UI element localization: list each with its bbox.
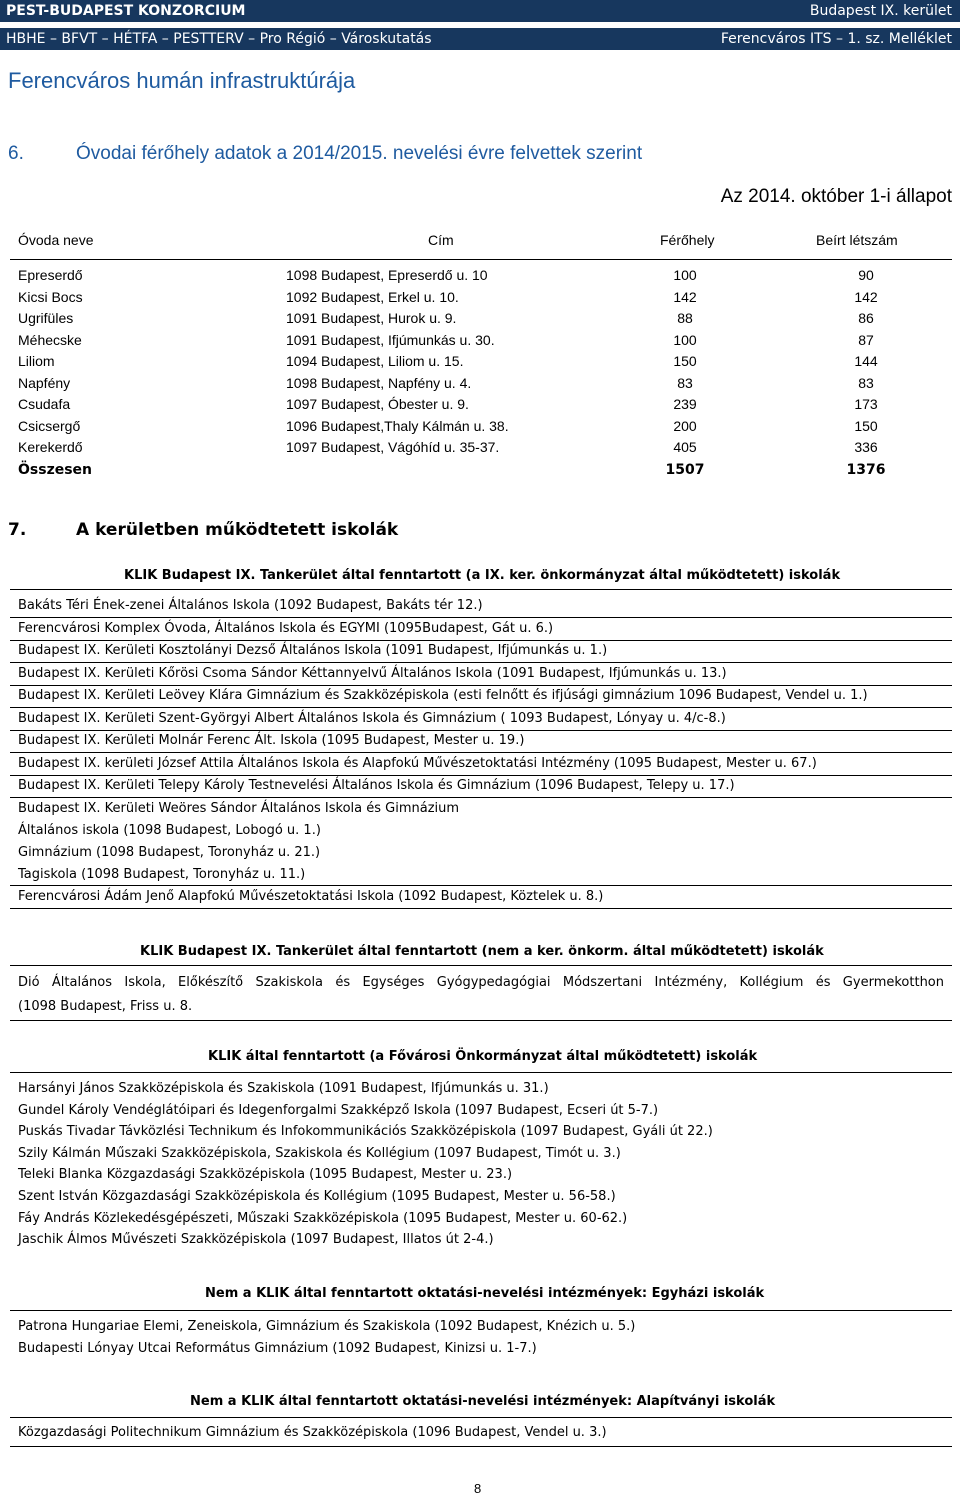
- list-divider: [10, 885, 952, 886]
- list-divider: [10, 752, 952, 753]
- col-header-name: Óvoda neve: [18, 232, 94, 248]
- school-item: Budapest IX. Kerületi Weöres Sándor Általános Iskola és Gimnázium: [18, 801, 460, 816]
- kindergarten-enrolled: 150: [854, 417, 878, 434]
- table-row: [18, 265, 948, 285]
- kindergarten-enrolled: 83: [858, 374, 874, 391]
- header-annex: Ferencváros ITS – 1. sz. Melléklet: [720, 31, 952, 47]
- header-bar-top: [0, 0, 960, 22]
- table-row: [18, 394, 948, 414]
- group2-line2: (1098 Budapest, Friss u. 8.: [18, 999, 193, 1014]
- school-item: Teleki Blanka Közgazdasági Szakközépiskola (1095 Budapest, Mester u. 23.): [18, 1167, 513, 1183]
- group5-title: Nem a KLIK által fenntartott oktatási-nevelési intézmények: Alapítványi iskolák: [190, 1394, 776, 1409]
- section7-title: A kerületben működtetett iskolák: [76, 520, 399, 540]
- section7-number: 7.: [8, 520, 27, 540]
- school-item: Budapest IX. Kerületi Leövey Klára Gimnázium és Szakközépiskola (esti felnőtt és ifjúsági gimnázium 1096 Budapest, Vendel u. 1.): [18, 688, 868, 703]
- school-subitem: Általános iskola (1098 Budapest, Lobogó u. 1.): [18, 823, 321, 838]
- kindergarten-enrolled: 87: [858, 331, 874, 348]
- kindergarten-name: Csudafa: [18, 396, 71, 412]
- school-item: Harsányi János Szakközépiskola és Szakiskola (1091 Budapest, Ifjúmunkás u. 31.): [18, 1081, 549, 1096]
- kindergarten-name: Napfény: [18, 374, 71, 391]
- school-item: Fáy András Közlekedésgépészeti, Műszaki Szakközépiskola (1095 Budapest, Mester u. 60-62.): [18, 1210, 628, 1226]
- table-header-row: [18, 230, 948, 250]
- header-org: PEST-BUDAPEST KONZORCIUM: [6, 3, 246, 19]
- group2-end-divider: [10, 1020, 952, 1021]
- school-item: Puskás Tivadar Távközlési Technikum és Infokommunikációs Szakközépiskola (1097 Budapest, Gyáli út 22.): [18, 1124, 713, 1140]
- school-item: Budapest IX. kerületi József Attila Általános Iskola és Alapfokú Művészetoktatási Intézmény (1095 Budapest, Mester u. 67.): [18, 755, 817, 771]
- list-divider: [10, 640, 952, 641]
- header-bar-bottom: [0, 28, 960, 50]
- school-item: Budapest IX. Kerületi Kosztolányi Dezső Általános Iskola (1091 Budapest, Ifjúmunkás u. 1.): [18, 643, 608, 658]
- kindergarten-name: Kerekerdő: [18, 439, 83, 455]
- table-row: [18, 416, 948, 436]
- kindergarten-capacity: 405: [673, 439, 697, 455]
- kindergarten-address: 1091 Budapest, Ifjúmunkás u. 30.: [286, 331, 495, 348]
- school-item: Közgazdasági Politechnikum Gimnázium és Szakközépiskola (1096 Budapest, Vendel u. 3.): [18, 1425, 607, 1440]
- total-capacity: 1507: [665, 462, 705, 478]
- list-divider: [10, 775, 952, 776]
- kindergarten-enrolled: 144: [854, 353, 878, 369]
- header-district: Budapest IX. kerület: [809, 3, 952, 19]
- col-header-capacity: Férőhely: [660, 232, 715, 248]
- kindergarten-address: 1098 Budapest, Epreserdő u. 10: [286, 267, 488, 283]
- group1-end-divider: [10, 908, 952, 909]
- kindergarten-enrolled: 142: [854, 288, 878, 305]
- state-date: Az 2014. október 1-i állapot: [720, 186, 952, 207]
- table-row: [18, 287, 948, 307]
- group2-title: KLIK Budapest IX. Tankerület által fenntartott (nem a ker. önkorm. által működtetett) iskolák: [140, 944, 824, 959]
- doc-title: Ferencváros humán infrastruktúrája: [8, 68, 356, 93]
- kindergarten-enrolled: 173: [854, 396, 878, 412]
- kindergarten-address: 1092 Budapest, Erkel u. 10.: [286, 288, 459, 305]
- kindergarten-capacity: 83: [677, 374, 693, 391]
- header-partners: HBHE – BFVT – HÉTFA – PESTTERV – Pro Régió – Városkutatás: [6, 31, 432, 47]
- school-item: Patrona Hungariae Elemi, Zeneiskola, Gimnázium és Szakiskola (1092 Budapest, Knézich u. 5.): [18, 1319, 636, 1334]
- school-item: Gundel Károly Vendéglátóipari és Idegenforgalmi Szakképző Iskola (1097 Budapest, Ecseri út 5-7.): [18, 1102, 659, 1118]
- col-header-address: Cím: [428, 232, 454, 248]
- group5-divider: [10, 1417, 952, 1418]
- list-divider: [10, 662, 952, 663]
- kindergarten-address: 1098 Budapest, Napfény u. 4.: [286, 374, 472, 391]
- kindergarten-enrolled: 86: [858, 310, 874, 326]
- school-item: Budapest IX. Kerületi Telepy Károly Testnevelési Általános Iskola és Gimnázium (1096 Budapest, Telepy u. 17.): [18, 778, 735, 793]
- kindergarten-capacity: 88: [677, 310, 693, 326]
- school-item: Jaschik Álmos Művészeti Szakközépiskola (1097 Budapest, Illatos út 2-4.): [18, 1232, 494, 1248]
- table-row: [18, 437, 948, 457]
- school-item: Bakáts Téri Ének-zenei Általános Iskola (1092 Budapest, Bakáts tér 12.): [18, 598, 483, 613]
- school-item: Szent István Közgazdasági Szakközépiskola és Kollégium (1095 Budapest, Mester u. 56-58.): [18, 1189, 616, 1204]
- section6-number: 6.: [8, 143, 24, 164]
- group1-title: KLIK Budapest IX. Tankerület által fenntartott (a IX. ker. önkormányzat által működtetett) iskolák: [124, 568, 841, 583]
- kindergarten-name: Méhecske: [18, 331, 82, 348]
- school-item: Budapest IX. Kerületi Molnár Ferenc Ált. Iskola (1095 Budapest, Mester u. 19.): [18, 733, 525, 748]
- kindergarten-enrolled: 336: [854, 439, 878, 455]
- kindergarten-address: 1097 Budapest, Vágóhíd u. 35-37.: [286, 439, 500, 455]
- list-divider: [10, 685, 952, 686]
- kindergarten-name: Kicsi Bocs: [18, 288, 83, 305]
- list-divider: [10, 797, 952, 798]
- kindergarten-address: 1096 Budapest,Thaly Kálmán u. 38.: [286, 417, 509, 434]
- table-header-divider: [10, 259, 952, 260]
- group3-divider: [10, 1072, 952, 1073]
- kindergarten-capacity: 150: [673, 353, 697, 369]
- list-divider: [10, 617, 952, 618]
- kindergarten-capacity: 100: [673, 267, 697, 283]
- school-item: Budapesti Lónyay Utcai Református Gimnázium (1092 Budapest, Kinizsi u. 1-7.): [18, 1340, 537, 1356]
- school-subitem: Tagiskola (1098 Budapest, Toronyház u. 11.): [18, 867, 306, 882]
- table-total-row: [18, 460, 948, 480]
- group5-end-divider: [10, 1446, 952, 1447]
- table-row: [18, 330, 948, 350]
- table-row: [18, 351, 948, 371]
- school-item: Ferencvárosi Komplex Óvoda, Általános Iskola és EGYMI (1095Budapest, Gát u. 6.): [18, 620, 554, 636]
- group1-divider: [10, 589, 952, 590]
- kindergarten-address: 1094 Budapest, Liliom u. 15.: [286, 353, 464, 369]
- school-subitem: Gimnázium (1098 Budapest, Toronyház u. 21.): [18, 845, 321, 860]
- kindergarten-name: Csicsergő: [18, 417, 81, 434]
- school-item: Budapest IX. Kerületi Szent-Györgyi Albert Általános Iskola és Gimnázium ( 1093 Budapest, Lónyay u. 4/c-8.): [18, 710, 726, 726]
- group4-title: Nem a KLIK által fenntartott oktatási-nevelési intézmények: Egyházi iskolák: [205, 1286, 765, 1301]
- list-divider: [10, 707, 952, 708]
- kindergarten-name: Liliom: [18, 353, 55, 369]
- group4-divider: [10, 1310, 952, 1311]
- col-header-enrolled: Beírt létszám: [816, 232, 898, 248]
- total-label: Összesen: [18, 462, 93, 478]
- kindergarten-capacity: 142: [673, 288, 697, 305]
- table-row: [18, 308, 948, 328]
- list-divider: [10, 730, 952, 731]
- table-row: [18, 373, 948, 393]
- kindergarten-capacity: 100: [673, 331, 697, 348]
- section6-title: Óvodai férőhely adatok a 2014/2015. nevelési évre felvettek szerint: [76, 143, 643, 164]
- school-item: Budapest IX. Kerületi Kőrösi Csoma Sándor Kéttannyelvű Általános Iskola (1091 Budapest, Ifjúmunkás u. 13.): [18, 665, 727, 681]
- total-enrolled: 1376: [846, 462, 886, 478]
- school-item: Ferencvárosi Ádám Jenő Alapfokú Művészetoktatási Iskola (1092 Budapest, Köztelek u. 8.): [18, 889, 604, 904]
- kindergarten-address: 1091 Budapest, Hurok u. 9.: [286, 310, 457, 326]
- kindergarten-name: Epreserdő: [18, 267, 83, 283]
- group2-line1: Dió Általános Iskola, Előkészítő Szakiskola és Egységes Gyógypedagógiai Módszertani Intézmény, Kollégium és Gyermekotthon: [18, 975, 944, 990]
- kindergarten-name: Ugrifüles: [18, 310, 74, 326]
- kindergarten-capacity: 200: [673, 417, 697, 434]
- group2-divider: [10, 965, 952, 966]
- page-number: 8: [474, 1481, 482, 1496]
- school-item: Szily Kálmán Műszaki Szakközépiskola, Szakiskola és Kollégium (1097 Budapest, Timót u. 3.): [18, 1145, 621, 1161]
- kindergarten-address: 1097 Budapest, Óbester u. 9.: [286, 396, 469, 412]
- group3-title: KLIK által fenntartott (a Fővárosi Önkormányzat által működtetett) iskolák: [208, 1049, 758, 1064]
- kindergarten-capacity: 239: [673, 396, 697, 412]
- kindergarten-enrolled: 90: [858, 267, 874, 283]
